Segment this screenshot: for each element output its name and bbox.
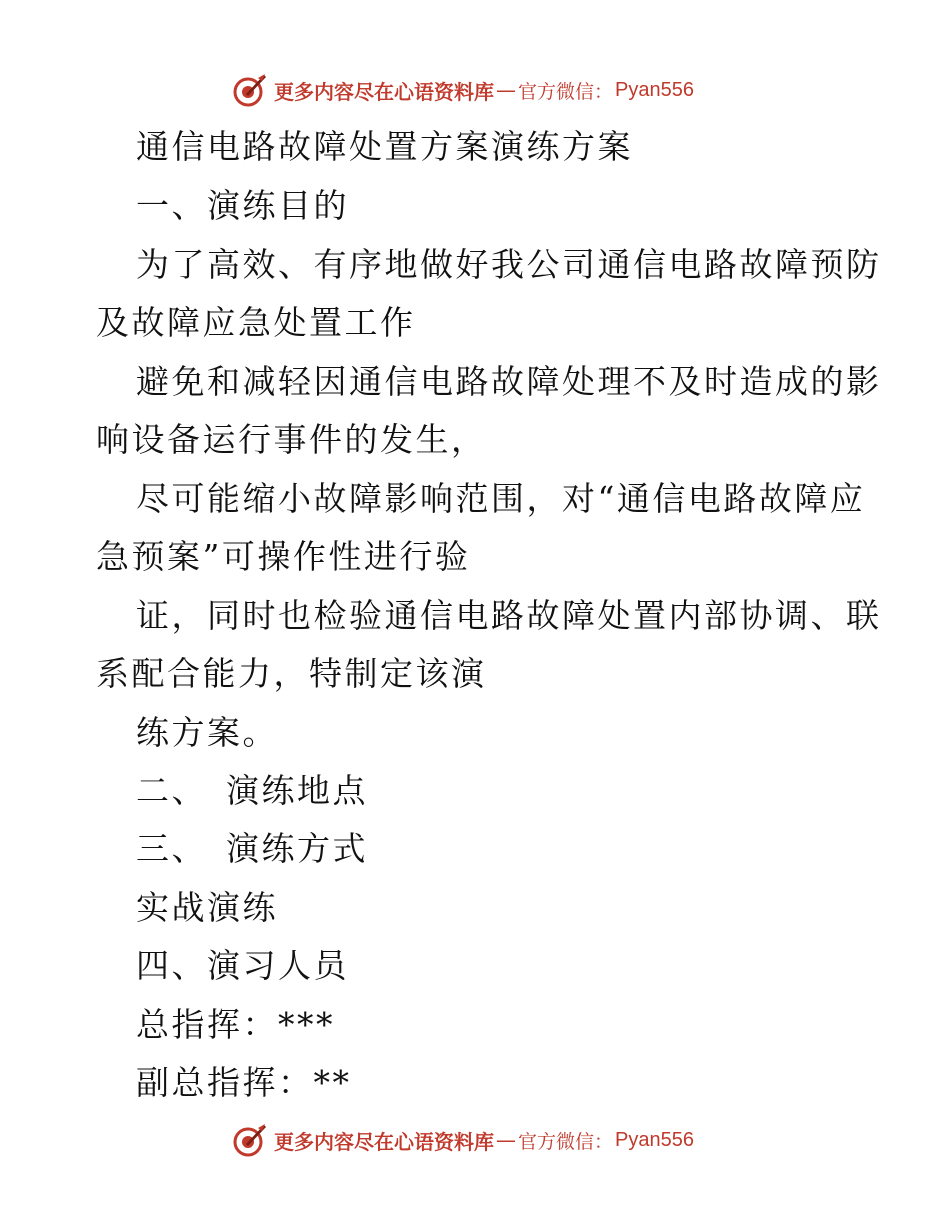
paragraph-line: 急预案”可操作性进行验 [96,537,471,576]
section-heading-purpose: 一、演练目的 [136,186,349,225]
watermark-brand-text: 更多内容尽在心语资料库 [274,79,494,104]
watermark-dash: — [496,78,516,102]
document-title: 通信电路故障处置方案演练方案 [136,127,633,166]
paragraph-line: 系配合能力，特制定该演 [96,654,487,693]
paragraph-line: 练方案。 [136,713,278,752]
watermark-wechat-label: 官方微信： [518,1130,614,1153]
paragraph-line: 避免和减轻因通信电路故障处理不及时造成的影 [136,362,882,401]
section-heading-method: 三、 演练方式 [136,829,368,868]
watermark-banner-top [232,72,694,108]
commander-line: 总指挥：*** [136,1005,335,1044]
watermark-wechat-label: 官方微信： [518,80,614,103]
deputy-commander-line: 副总指挥：** [136,1063,352,1102]
watermark-brand-text: 更多内容尽在心语资料库 [274,1129,494,1154]
paragraph-line: 响设备运行事件的发生， [96,420,487,459]
paragraph-line: 及故障应急处置工作 [96,303,416,342]
watermark-banner-bottom [232,1122,694,1158]
watermark-wechat-id: Pyan556 [615,78,694,101]
section-heading-personnel: 四、演习人员 [136,946,349,985]
quill-pen-logo-icon [232,1122,268,1158]
section-heading-location: 二、 演练地点 [136,771,368,810]
paragraph-line: 尽可能缩小故障影响范围，对“通信电路故障应 [136,479,866,518]
paragraph-line: 实战演练 [136,888,278,927]
watermark-wechat-id: Pyan556 [615,1128,694,1151]
quill-pen-logo-icon [232,72,268,108]
watermark-dash: — [496,1128,516,1152]
paragraph-line: 为了高效、有序地做好我公司通信电路故障预防 [136,245,882,284]
paragraph-line: 证，同时也检验通信电路故障处置内部协调、联 [136,596,882,635]
